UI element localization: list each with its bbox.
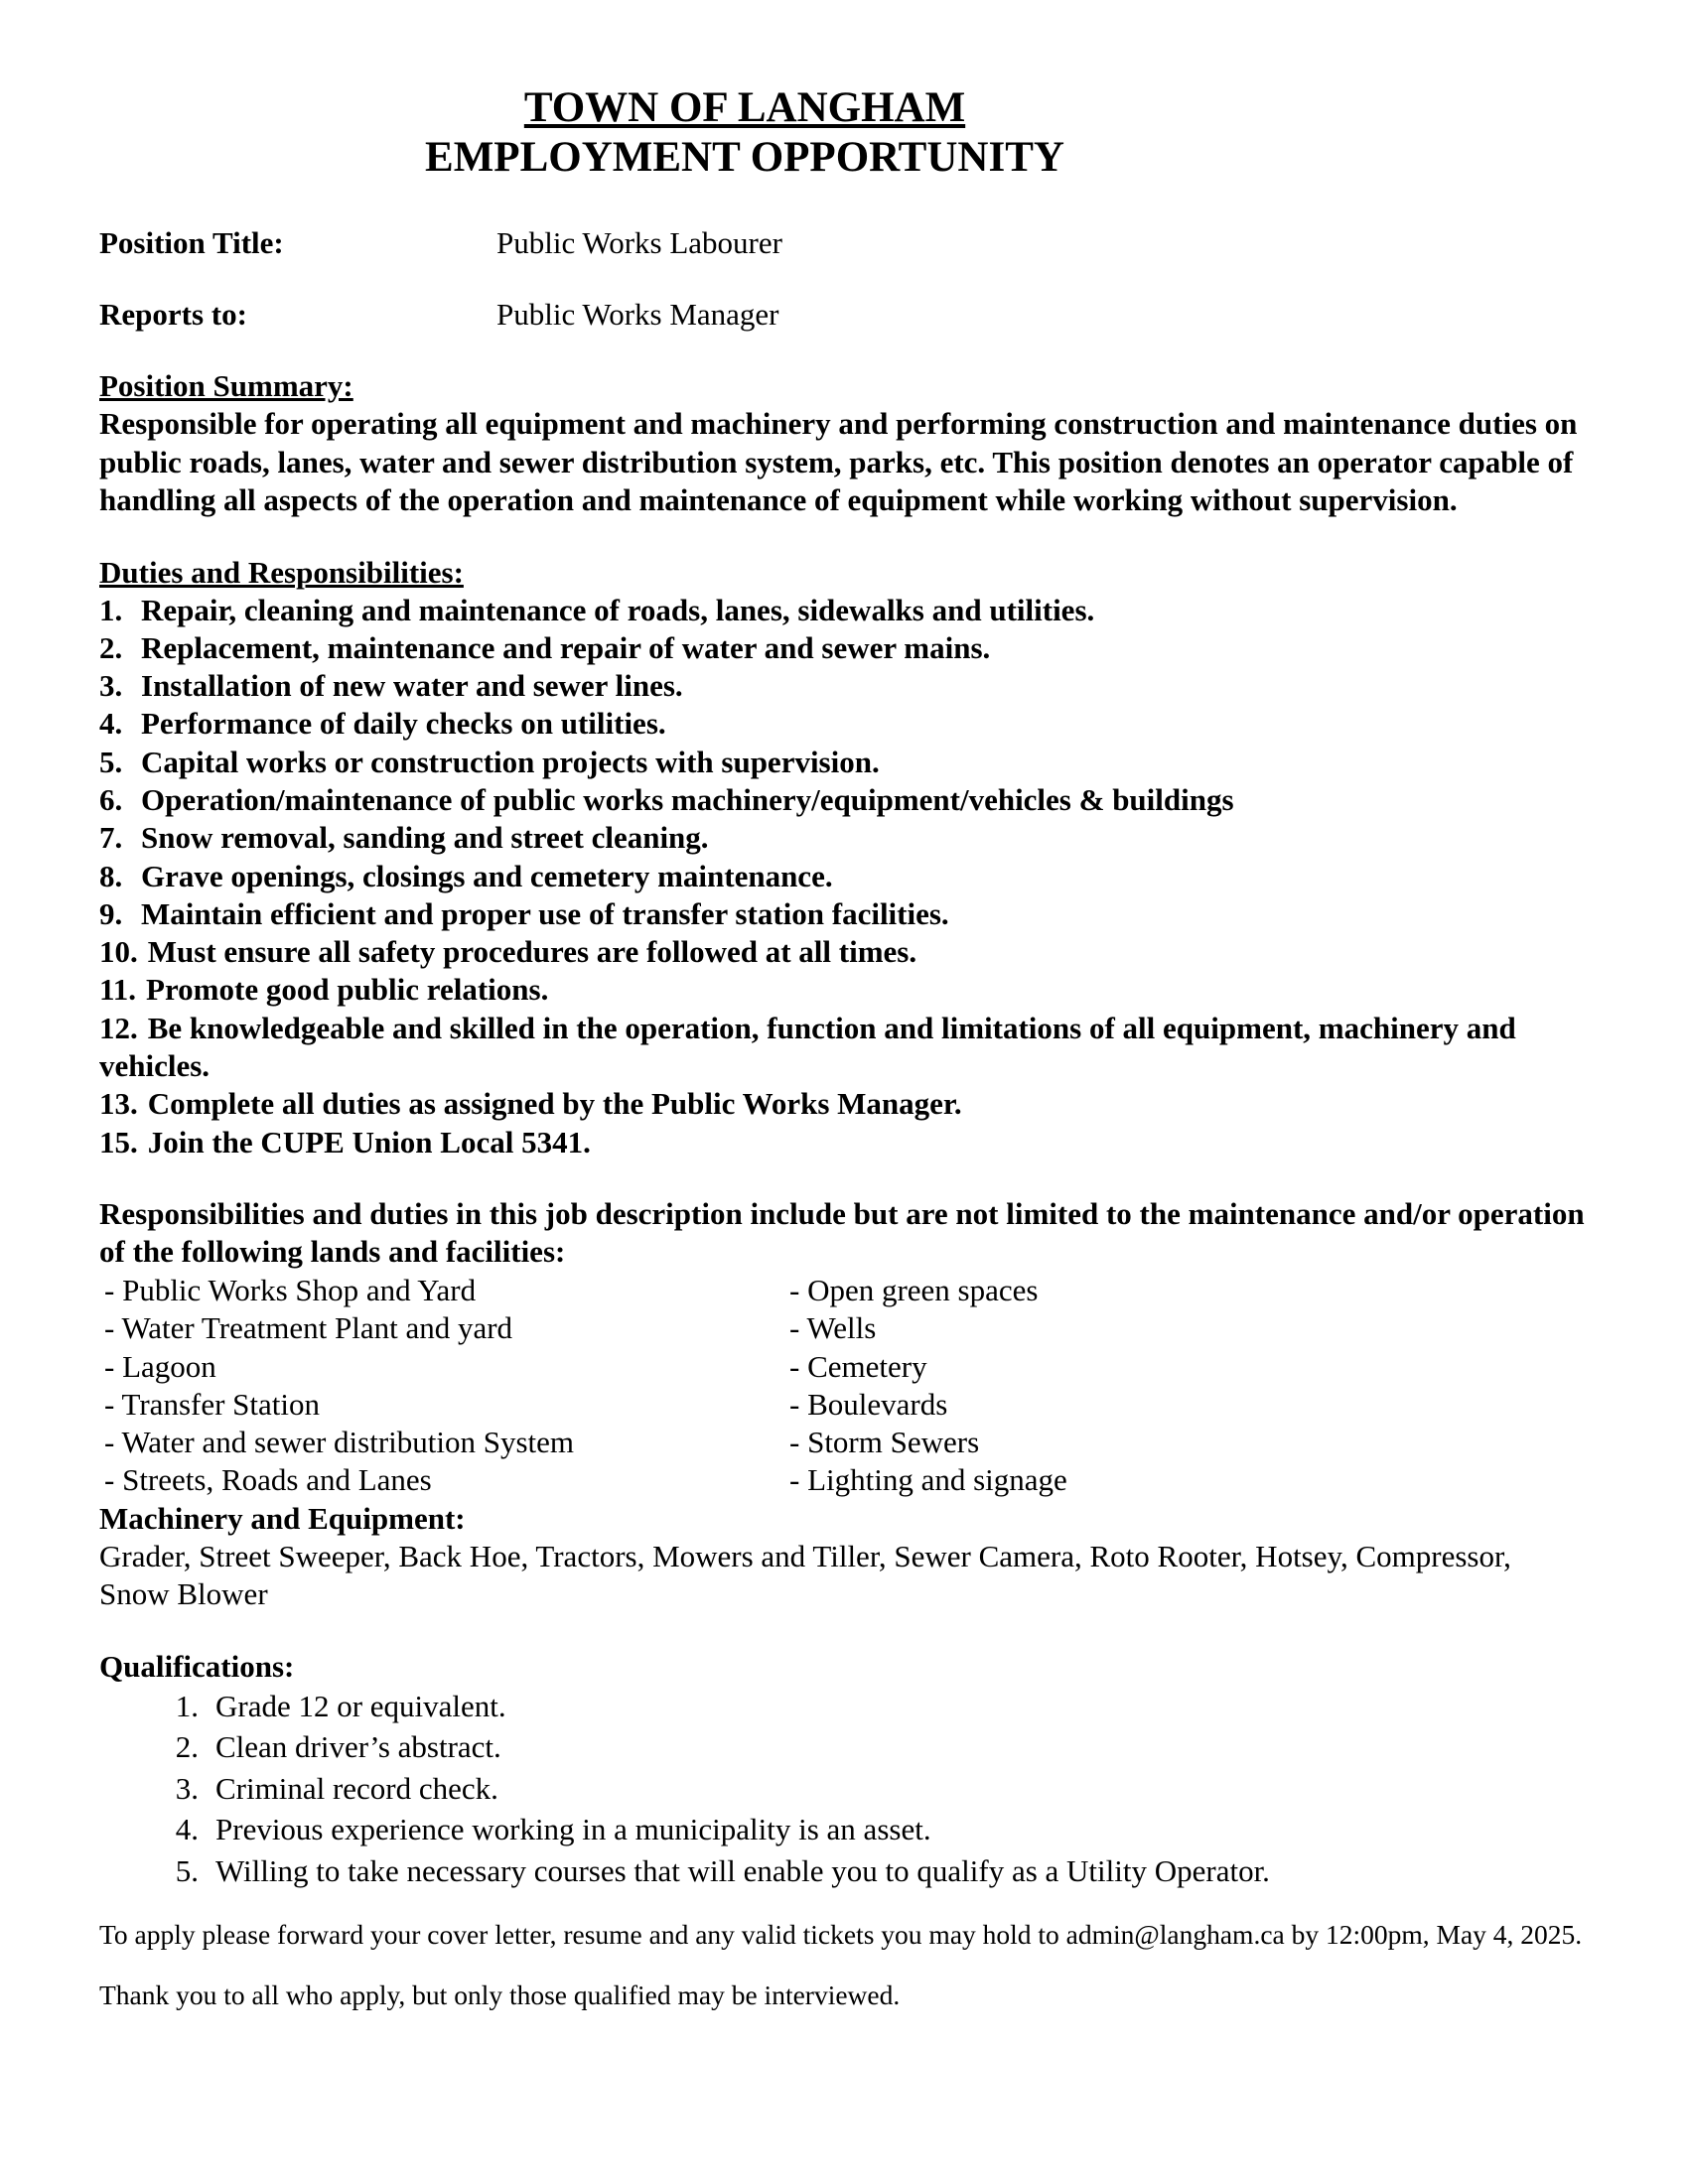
duty-item: 10. Must ensure all safety procedures are followed at all times. [99, 934, 917, 970]
facilities-left-list [99, 1272, 789, 1500]
duties-heading: Duties and Responsibilities: [99, 554, 464, 590]
facility-item: - Boulevards [789, 1386, 948, 1422]
document-body [99, 224, 1589, 2012]
duties-section [99, 554, 1589, 1161]
duty-item: 15. Join the CUPE Union Local 5341. [99, 1124, 591, 1160]
closing-note: Thank you to all who apply, but only those qualified may be interviewed. [99, 1979, 901, 2011]
qualifications-list [99, 1686, 1589, 1892]
duty-item: 7. Snow removal, sanding and street cleaning. [99, 820, 709, 856]
qualification-item: 2. Clean driver’s abstract. [175, 1729, 501, 1765]
document-title [0, 83, 1589, 183]
facilities-intro: Responsibilities and duties in this job description include but are not limited to the maintenance and/or operation of the following lands and facilities: [99, 1195, 1585, 1270]
facility-item: - Open green spaces [789, 1272, 1039, 1307]
facility-item: - Wells [789, 1310, 877, 1346]
duty-item: 4. Performance of daily checks on utilities. [99, 706, 666, 742]
machinery-section [99, 1500, 1589, 1614]
facility-item: - Water Treatment Plant and yard [104, 1310, 513, 1346]
facility-item: - Storm Sewers [789, 1425, 980, 1460]
facility-item: - Transfer Station [104, 1386, 320, 1422]
facility-item: - Streets, Roads and Lanes [104, 1462, 432, 1498]
facility-item: - Water and sewer distribution System [104, 1425, 575, 1460]
duty-item: 9. Maintain efficient and proper use of transfer station facilities. [99, 895, 949, 931]
facilities-columns [99, 1272, 1589, 1500]
reports-to-value: Public Works Manager [496, 297, 779, 332]
machinery-text: Grader, Street Sweeper, Back Hoe, Tractors, Mowers and Tiller, Sewer Camera, Roto Rooter, Hotsey, Compressor, Snow Blower [99, 1538, 1511, 1612]
duty-item: 13. Complete all duties as assigned by the Public Works Manager. [99, 1086, 962, 1122]
facility-item: - Public Works Shop and Yard [104, 1272, 477, 1307]
apply-instructions: To apply please forward your cover letter, resume and any valid tickets you may hold to admin@langham.ca by 12:00pm, May 4, 2025. [99, 1919, 1583, 1951]
qualifications-heading: Qualifications: [99, 1648, 295, 1684]
duty-item: 11. Promote good public relations. [99, 972, 549, 1008]
position-title-value: Public Works Labourer [496, 225, 782, 260]
facilities-section [99, 1195, 1589, 1500]
duty-item: 2. Replacement, maintenance and repair of water and sewer mains. [99, 629, 991, 665]
duty-item: 6. Operation/maintenance of public works machinery/equipment/vehicles & buildings [99, 781, 1234, 817]
position-title-row [99, 224, 1589, 262]
reports-to-row [99, 296, 1589, 334]
position-summary-heading: Position Summary: [99, 368, 353, 403]
title-line-2: EMPLOYMENT OPPORTUNITY [425, 134, 1064, 181]
qualification-item: 1. Grade 12 or equivalent. [175, 1688, 506, 1723]
position-summary-text: Responsible for operating all equipment and machinery and performing construction and maintenance duties on public roads, lanes, water and sewer distribution system, parks, etc. This position denotes an operator capable of handling all aspects of the operation and maintenance of equipment while working without supervision. [99, 406, 1578, 517]
position-title-label: Position Title: [99, 225, 284, 260]
qualification-item: 4. Previous experience working in a municipality is an asset. [175, 1812, 931, 1847]
duty-item: 3. Installation of new water and sewer lines. [99, 668, 683, 704]
facility-item: - Lagoon [104, 1348, 216, 1384]
duty-item: 5. Capital works or construction projects with supervision. [99, 744, 880, 779]
duty-item: 12. Be knowledgeable and skilled in the operation, function and limitations of all equipment, machinery and vehicles. [99, 1010, 1516, 1084]
qualifications-section [99, 1648, 1589, 1892]
position-summary-section [99, 367, 1589, 520]
facilities-right-list [789, 1272, 1067, 1500]
facility-item: - Lighting and signage [789, 1462, 1067, 1498]
duty-item: 8. Grave openings, closings and cemetery maintenance. [99, 858, 833, 893]
qualification-item: 5. Willing to take necessary courses that will enable you to qualify as a Utility Operator. [175, 1852, 1270, 1888]
facility-item: - Cemetery [789, 1348, 927, 1384]
qualification-item: 3. Criminal record check. [175, 1770, 498, 1806]
duty-item: 1. Repair, cleaning and maintenance of roads, lanes, sidewalks and utilities. [99, 592, 1095, 627]
title-line-1: TOWN OF LANGHAM [523, 84, 966, 131]
reports-to-label: Reports to: [99, 297, 247, 332]
machinery-heading: Machinery and Equipment: [99, 1500, 466, 1536]
duties-list [99, 592, 1589, 1161]
